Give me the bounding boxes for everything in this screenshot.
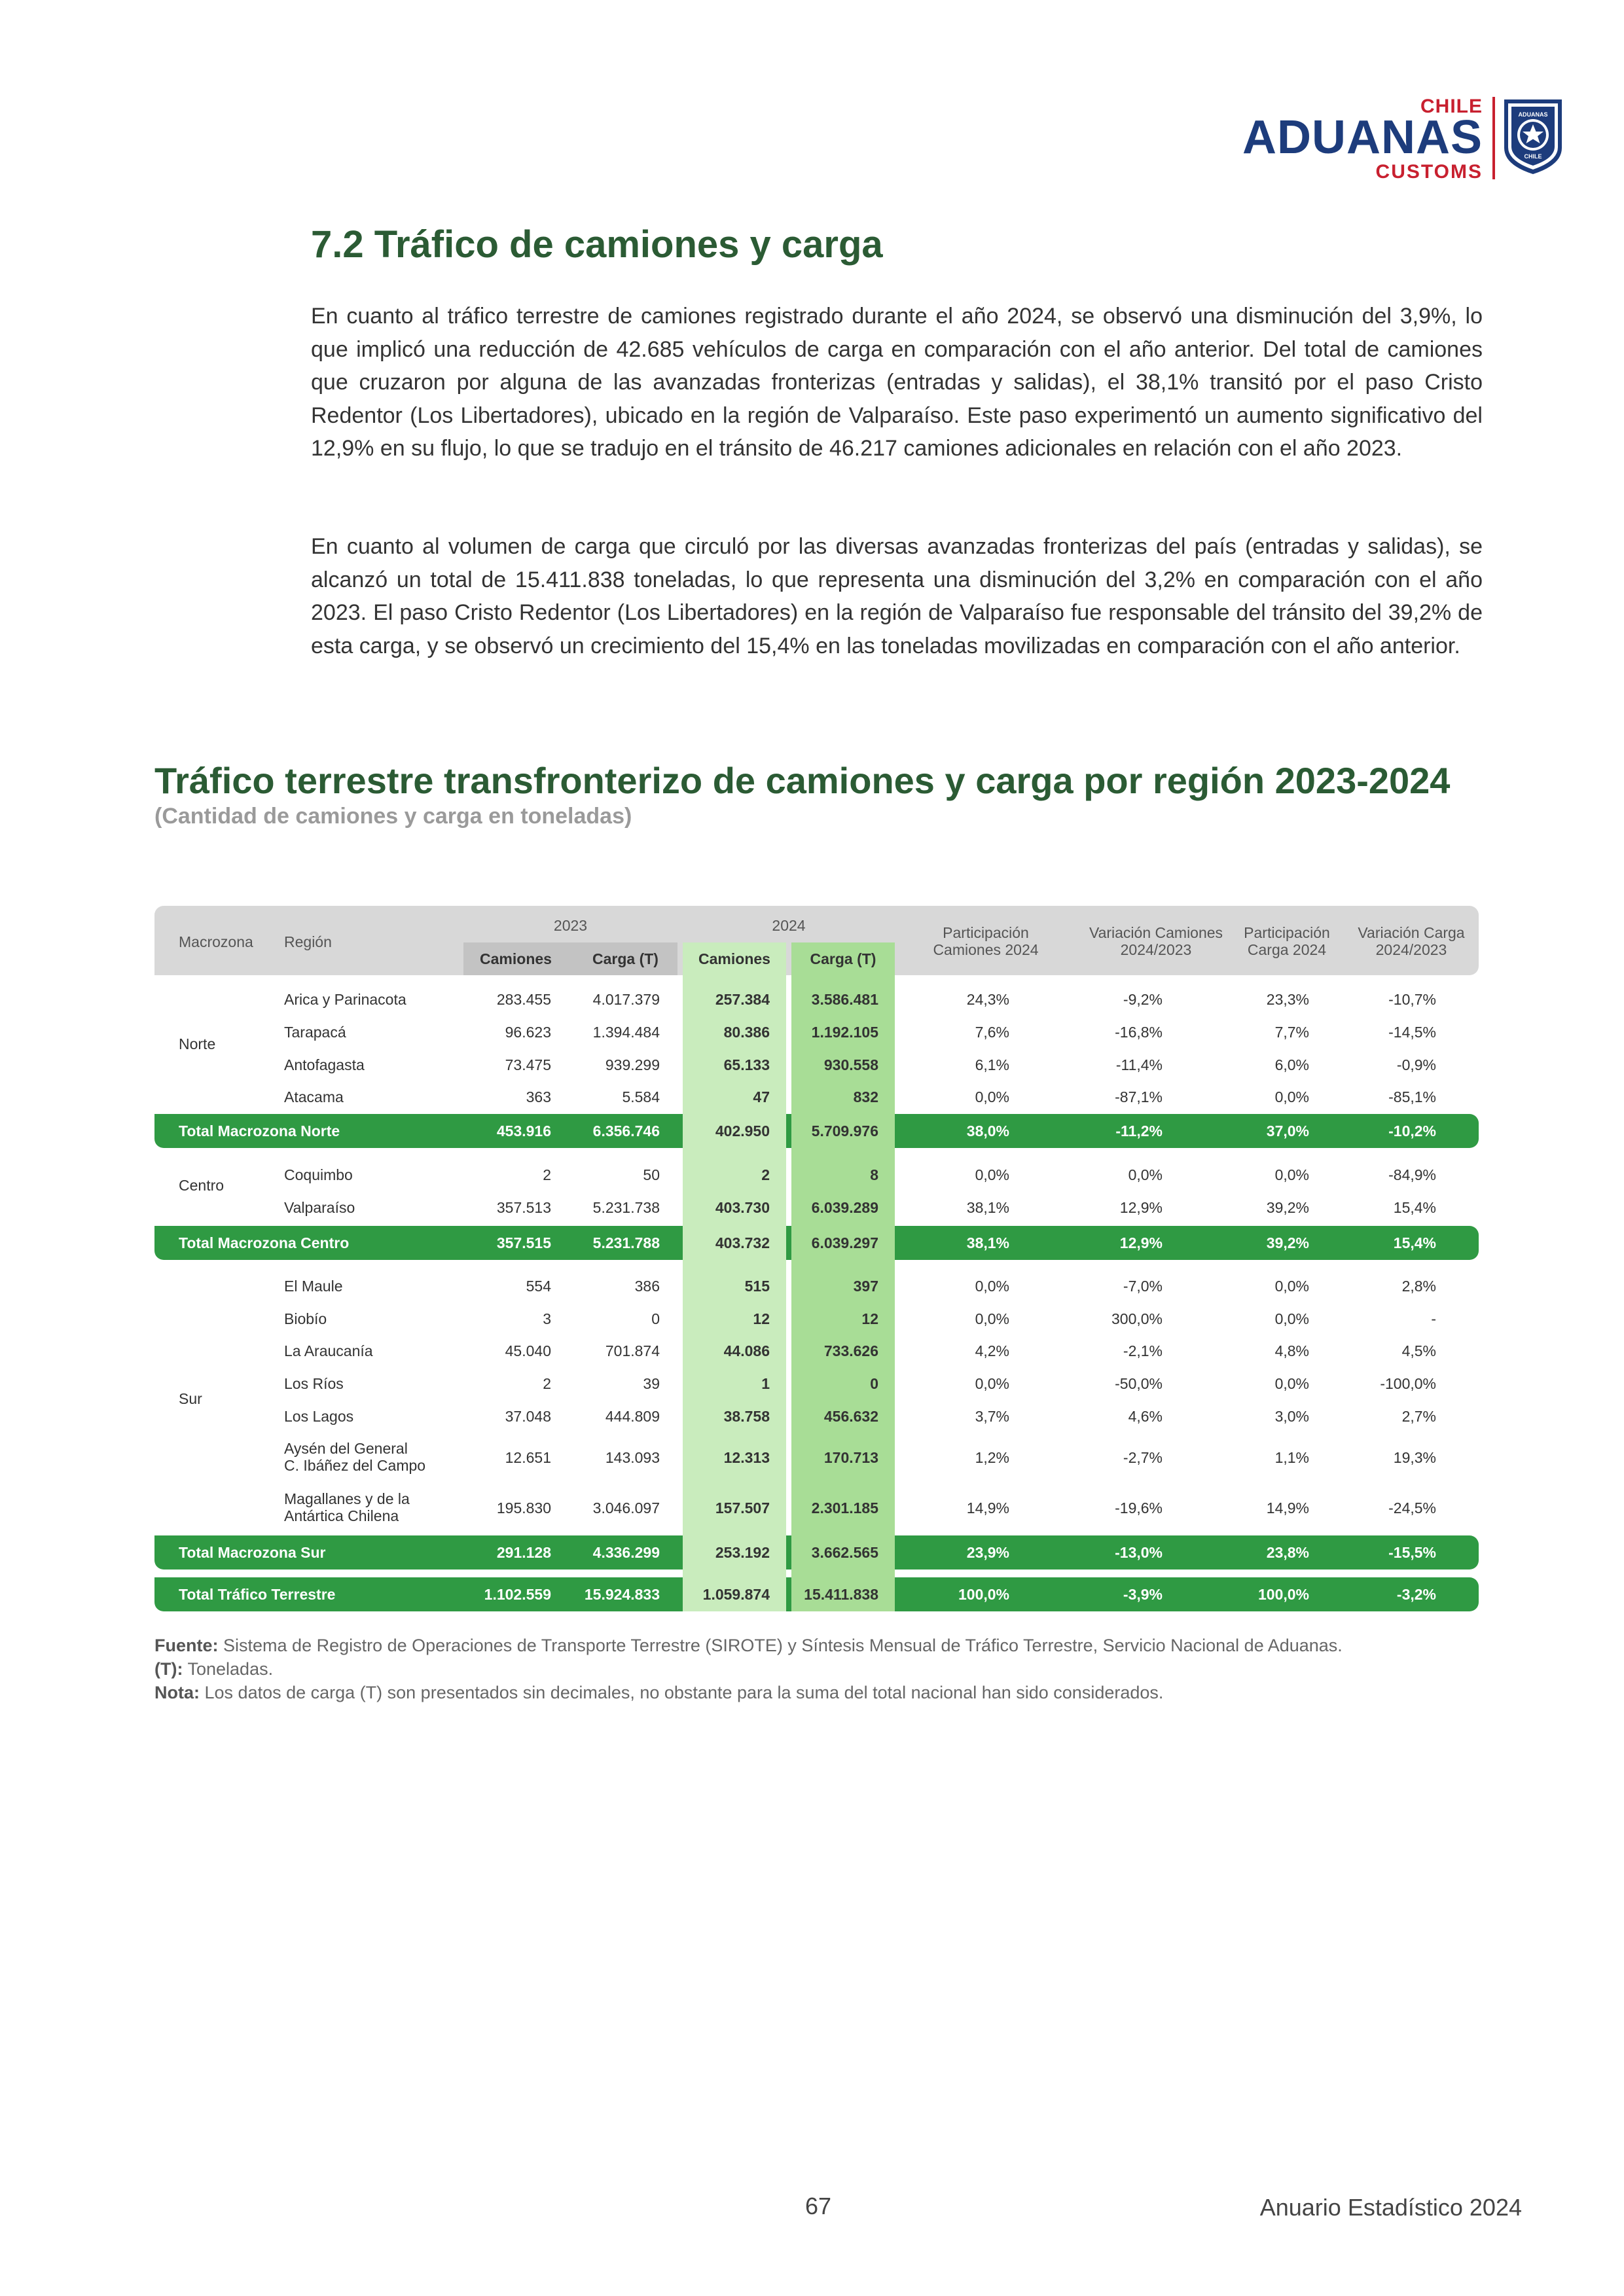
note-t-text: Toneladas.	[187, 1659, 274, 1679]
region-name-line1: El Maule	[284, 1278, 343, 1295]
total-cell-vt: -10,2%	[1388, 1122, 1436, 1139]
cell-c23: 37.048	[505, 1408, 551, 1425]
cell-c23: 363	[526, 1088, 551, 1105]
region-name	[284, 1440, 425, 1475]
header-region: Región	[284, 933, 332, 950]
header-variacion-carga-line1: Variación Carga	[1358, 924, 1465, 941]
cell-vt: -85,1%	[1388, 1088, 1436, 1105]
cell-t23: 5.231.738	[592, 1199, 660, 1216]
cell-t24: 6.039.289	[811, 1199, 878, 1216]
region-name	[284, 1088, 344, 1105]
cell-pt: 0,0%	[1274, 1088, 1309, 1105]
note-nota-text: Los datos de carga (T) son presentados sin decimales, no obstante para la suma del total nacional han sido considerados.	[204, 1683, 1164, 1702]
cell-vc: -87,1%	[1115, 1088, 1163, 1105]
cell-t24: 3.586.481	[811, 991, 878, 1008]
region-name-line1: Magallanes y de la	[284, 1490, 410, 1507]
cell-vt: 19,3%	[1393, 1449, 1436, 1466]
footer-title: Anuario Estadístico 2024	[1259, 2194, 1522, 2221]
aduanas-logo	[1231, 92, 1571, 183]
macrozona-centro: Centro	[179, 1177, 225, 1194]
shield-icon	[1502, 97, 1564, 177]
cell-vc: 300,0%	[1111, 1310, 1163, 1327]
cell-c23: 2	[543, 1375, 551, 1392]
note-nota-label: Nota:	[154, 1683, 200, 1702]
note-nota	[154, 1681, 1343, 1704]
region-name	[284, 991, 406, 1008]
cell-c23: 195.830	[496, 1499, 551, 1516]
header-variacion-camiones-line1: Variación Camiones	[1089, 924, 1223, 941]
cell-t23: 50	[643, 1166, 660, 1183]
cell-c24: 12	[753, 1310, 770, 1327]
logo-aduanas-text: ADUANAS	[1242, 111, 1483, 164]
cell-pc: 0,0%	[975, 1375, 1009, 1392]
total-cell-vc: 12,9%	[1119, 1234, 1163, 1251]
cell-vc: -2,7%	[1123, 1449, 1163, 1466]
table-title: Tráfico terrestre transfronterizo de camiones y carga por región 2023-2024	[154, 760, 1451, 801]
total-cell-pc: 38,0%	[966, 1122, 1009, 1139]
region-name-line1: Coquimbo	[284, 1166, 353, 1183]
cell-t24: 397	[853, 1278, 878, 1295]
cell-c24: 47	[753, 1088, 770, 1105]
logo-divider	[1492, 97, 1495, 179]
cell-t24: 8	[870, 1166, 878, 1183]
cell-t23: 444.809	[605, 1408, 660, 1425]
region-name-line2: C. Ibáñez del Campo	[284, 1457, 426, 1475]
cell-pc: 7,6%	[975, 1024, 1009, 1041]
cell-c23: 283.455	[496, 991, 551, 1008]
cell-c24: 157.507	[715, 1499, 770, 1516]
cell-c24: 257.384	[715, 991, 770, 1008]
cell-pt: 23,3%	[1266, 991, 1309, 1008]
total-cell-pc: 38,1%	[966, 1234, 1009, 1251]
cell-c24: 12.313	[723, 1449, 770, 1466]
note-toneladas	[154, 1657, 1343, 1681]
header-participacion-camiones-line1: Participación	[943, 924, 1029, 941]
region-name	[284, 1342, 373, 1359]
cell-vt: 2,7%	[1401, 1408, 1436, 1425]
section-title: 7.2 Tráfico de camiones y carga	[311, 223, 883, 266]
region-name-line1: Tarapacá	[284, 1024, 346, 1041]
cell-vc: -2,1%	[1123, 1342, 1163, 1359]
total-row	[154, 1114, 1479, 1148]
cell-vt: -24,5%	[1388, 1499, 1436, 1516]
region-name-line2: Antártica Chilena	[284, 1507, 399, 1525]
cell-c24: 65.133	[723, 1056, 770, 1073]
total-cell-c24: 1.059.874	[702, 1586, 770, 1603]
cell-c23: 3	[543, 1310, 551, 1327]
cell-t24: 832	[853, 1088, 878, 1105]
total-cell-pc: 23,9%	[966, 1544, 1009, 1561]
region-name-line1: Los Lagos	[284, 1408, 354, 1425]
cell-t23: 0	[651, 1310, 660, 1327]
total-cell-pt: 39,2%	[1266, 1234, 1309, 1251]
cell-pt: 14,9%	[1266, 1499, 1309, 1516]
region-name	[284, 1056, 365, 1073]
cell-c23: 73.475	[505, 1056, 551, 1073]
cell-vt: -84,9%	[1388, 1166, 1436, 1183]
cell-t23: 386	[634, 1278, 660, 1295]
cell-c23: 45.040	[505, 1342, 551, 1359]
total-cell-t24: 3.662.565	[811, 1544, 878, 1561]
cell-t24: 456.632	[823, 1408, 878, 1425]
shield-text-bottom: CHILE	[1524, 153, 1542, 160]
cell-t24: 0	[870, 1375, 878, 1392]
region-name-line1: La Araucanía	[284, 1342, 373, 1359]
cell-c24: 80.386	[723, 1024, 770, 1041]
cell-pc: 0,0%	[975, 1310, 1009, 1327]
cell-c23: 96.623	[505, 1024, 551, 1041]
total-label: Total Tráfico Terrestre	[179, 1586, 336, 1603]
cell-c24: 38.758	[723, 1408, 770, 1425]
cell-pc: 4,2%	[975, 1342, 1009, 1359]
region-name-line1: Atacama	[284, 1088, 344, 1105]
cell-vt: -0,9%	[1396, 1056, 1436, 1073]
macrozona-sur: Sur	[179, 1390, 202, 1407]
header-camiones-2023: Camiones	[480, 950, 552, 967]
total-cell-c23: 291.128	[496, 1544, 551, 1561]
header-participacion-carga-line1: Participación	[1244, 924, 1330, 941]
region-name	[284, 1408, 353, 1425]
cell-vc: -11,4%	[1115, 1056, 1163, 1073]
total-cell-pc: 100,0%	[958, 1586, 1009, 1603]
total-cell-vt: -3,2%	[1396, 1586, 1436, 1603]
cell-t23: 939.299	[605, 1056, 660, 1073]
cell-vt: -10,7%	[1388, 991, 1436, 1008]
cell-c24: 515	[744, 1278, 770, 1295]
table-subtitle: (Cantidad de camiones y carga en toneladas)	[154, 804, 632, 829]
total-row	[154, 1226, 1479, 1260]
total-cell-vc: -3,9%	[1123, 1586, 1163, 1603]
total-label: Total Macrozona Norte	[179, 1122, 340, 1139]
cell-t24: 1.192.105	[811, 1024, 878, 1041]
page-number: 67	[804, 2193, 832, 2219]
region-name	[284, 1310, 327, 1327]
total-cell-c24: 253.192	[715, 1544, 770, 1561]
cell-vt: 2,8%	[1401, 1278, 1436, 1295]
cell-pc: 24,3%	[966, 991, 1009, 1008]
cell-pt: 4,8%	[1274, 1342, 1309, 1359]
total-row	[154, 1577, 1479, 1611]
total-cell-pt: 23,8%	[1266, 1544, 1309, 1561]
cell-vt: -	[1431, 1310, 1436, 1327]
total-cell-t24: 5.709.976	[811, 1122, 878, 1139]
region-name-line1: Valparaíso	[284, 1199, 355, 1216]
cell-c23: 12.651	[505, 1449, 551, 1466]
cell-t23: 143.093	[605, 1449, 660, 1466]
total-cell-t24: 6.039.297	[811, 1234, 878, 1251]
cell-pt: 39,2%	[1266, 1199, 1309, 1216]
note-fuente	[154, 1634, 1343, 1657]
total-cell-pt: 100,0%	[1257, 1586, 1309, 1603]
cell-vc: 4,6%	[1128, 1408, 1163, 1425]
total-cell-t23: 4.336.299	[592, 1544, 660, 1561]
cell-t24: 2.301.185	[811, 1499, 878, 1516]
cell-pc: 6,1%	[975, 1056, 1009, 1073]
total-cell-c24: 402.950	[715, 1122, 770, 1139]
cell-vt: -100,0%	[1380, 1375, 1436, 1392]
header-variacion-carga	[1343, 924, 1480, 959]
total-label: Total Macrozona Sur	[179, 1544, 326, 1561]
region-name	[284, 1199, 355, 1216]
cell-c24: 1	[761, 1375, 770, 1392]
header-participacion-camiones	[897, 924, 1074, 959]
macrozona-norte: Norte	[179, 1035, 216, 1052]
total-cell-c23: 1.102.559	[484, 1586, 551, 1603]
header-carga-2023: Carga (T)	[592, 950, 659, 967]
header-variacion-camiones-line2: 2024/2023	[1120, 941, 1192, 959]
total-cell-vt: 15,4%	[1393, 1234, 1436, 1251]
cell-c24: 44.086	[723, 1342, 770, 1359]
total-cell-c24: 403.732	[715, 1234, 770, 1251]
note-t-label: (T):	[154, 1659, 183, 1679]
region-name	[284, 1278, 342, 1295]
region-name-line1: Arica y Parinacota	[284, 991, 406, 1008]
region-name	[284, 1024, 346, 1041]
cell-c23: 554	[526, 1278, 551, 1295]
logo-chile-text: CHILE	[1420, 96, 1483, 117]
cell-t23: 5.584	[622, 1088, 660, 1105]
header-year-2023: 2023	[553, 917, 588, 934]
header-participacion-carga	[1221, 924, 1352, 959]
table-notes	[154, 1634, 1343, 1704]
region-name-line1: Aysén del General	[284, 1440, 408, 1457]
cell-vt: -14,5%	[1388, 1024, 1436, 1041]
cell-vc: 0,0%	[1128, 1166, 1163, 1183]
total-cell-c23: 357.515	[496, 1234, 551, 1251]
total-row	[154, 1535, 1479, 1570]
total-cell-vc: -11,2%	[1115, 1122, 1163, 1139]
cell-t23: 39	[643, 1375, 660, 1392]
note-fuente-text: Sistema de Registro de Operaciones de Transporte Terrestre (SIROTE) y Síntesis Mensual de Tráfico Terrestre, Servicio Nacional de Aduanas.	[223, 1636, 1343, 1655]
logo-customs-text: CUSTOMS	[1375, 161, 1483, 183]
cell-vc: -9,2%	[1123, 991, 1163, 1008]
header-participacion-camiones-line2: Camiones 2024	[933, 941, 1039, 959]
cell-pt: 7,7%	[1274, 1024, 1309, 1041]
cell-c23: 2	[543, 1166, 551, 1183]
cell-pt: 6,0%	[1274, 1056, 1309, 1073]
cell-pt: 0,0%	[1274, 1310, 1309, 1327]
cell-pt: 0,0%	[1274, 1278, 1309, 1295]
cell-pt: 1,1%	[1274, 1449, 1309, 1466]
cell-t23: 4.017.379	[592, 991, 660, 1008]
cell-t24: 170.713	[823, 1449, 878, 1466]
cell-pc: 38,1%	[966, 1199, 1009, 1216]
cell-t24: 733.626	[823, 1342, 878, 1359]
total-cell-t23: 15.924.833	[584, 1586, 660, 1603]
total-cell-pt: 37,0%	[1266, 1122, 1309, 1139]
cell-pt: 0,0%	[1274, 1375, 1309, 1392]
cell-c24: 403.730	[715, 1199, 770, 1216]
cell-pt: 3,0%	[1274, 1408, 1309, 1425]
note-fuente-label: Fuente:	[154, 1636, 219, 1655]
region-name	[284, 1375, 344, 1392]
cell-pc: 0,0%	[975, 1278, 1009, 1295]
header-variacion-carga-line2: 2024/2023	[1375, 941, 1447, 959]
cell-t23: 3.046.097	[592, 1499, 660, 1516]
region-name-line1: Antofagasta	[284, 1056, 365, 1073]
cell-pc: 1,2%	[975, 1449, 1009, 1466]
total-cell-t23: 6.356.746	[592, 1122, 660, 1139]
total-cell-t24: 15.411.838	[804, 1586, 878, 1603]
cell-t23: 1.394.484	[592, 1024, 660, 1041]
cell-vc: -16,8%	[1115, 1024, 1163, 1041]
region-name-line1: Biobío	[284, 1310, 327, 1327]
cell-t24: 12	[861, 1310, 878, 1327]
region-name	[284, 1166, 353, 1183]
paragraph-1: En cuanto al tráfico terrestre de camiones registrado durante el año 2024, se observó una disminución del 3,9%, lo que implicó una reducción de 42.685 vehículos de carga en comparación con el año anterior. Del total de camiones que cruzaron por alguna de las avanzadas fronterizas (entradas y salidas), el 38,1% transitó por el paso Cristo Redentor (Los Libertadores), ubicado en la región de Valparaíso. Este paso experimentó un aumento significativo del 12,9% en su flujo, lo que se tradujo en el tránsito de 46.217 camiones adicionales en relación con el año 2023.	[311, 304, 1483, 461]
total-cell-c23: 453.916	[496, 1122, 551, 1139]
cell-vc: -7,0%	[1123, 1278, 1163, 1295]
header-participacion-carga-line2: Carga 2024	[1247, 941, 1327, 959]
cell-vc: -50,0%	[1115, 1375, 1163, 1392]
cell-vt: 4,5%	[1401, 1342, 1436, 1359]
total-cell-vt: -15,5%	[1388, 1544, 1436, 1561]
total-cell-vc: -13,0%	[1115, 1544, 1163, 1561]
total-label: Total Macrozona Centro	[179, 1234, 350, 1251]
cell-vt: 15,4%	[1393, 1199, 1436, 1216]
header-macrozona: Macrozona	[179, 933, 253, 950]
traffic-table	[154, 906, 1479, 1610]
cell-c24: 2	[761, 1166, 770, 1183]
cell-pc: 14,9%	[966, 1499, 1009, 1516]
cell-vc: -19,6%	[1115, 1499, 1163, 1516]
cell-t24: 930.558	[823, 1056, 878, 1073]
header-year-2024: 2024	[772, 917, 806, 934]
cell-vc: 12,9%	[1119, 1199, 1163, 1216]
header-carga-2024: Carga (T)	[810, 950, 876, 967]
cell-pc: 3,7%	[975, 1408, 1009, 1425]
total-cell-t23: 5.231.788	[592, 1234, 660, 1251]
cell-pt: 0,0%	[1274, 1166, 1309, 1183]
header-camiones-2024: Camiones	[698, 950, 770, 967]
header-variacion-camiones	[1071, 924, 1241, 959]
cell-pc: 0,0%	[975, 1088, 1009, 1105]
cell-pc: 0,0%	[975, 1166, 1009, 1183]
region-name-line1: Los Ríos	[284, 1375, 344, 1392]
shield-text-top: ADUANAS	[1518, 111, 1548, 118]
paragraph-2: En cuanto al volumen de carga que circuló por las diversas avanzadas fronterizas del país (entradas y salidas), se alcanzó un total de 15.411.838 toneladas, lo que representa una disminución del 3,2% en comparación con el año 2023. El paso Cristo Redentor (Los Libertadores) en la región de Valparaíso fue responsable del tránsito del 39,2% de esta carga, y se observó un crecimiento del 15,4% en las toneladas movilizadas en comparación con el año anterior.	[311, 534, 1483, 658]
region-name	[284, 1490, 410, 1525]
cell-c23: 357.513	[496, 1199, 551, 1216]
cell-t23: 701.874	[605, 1342, 660, 1359]
